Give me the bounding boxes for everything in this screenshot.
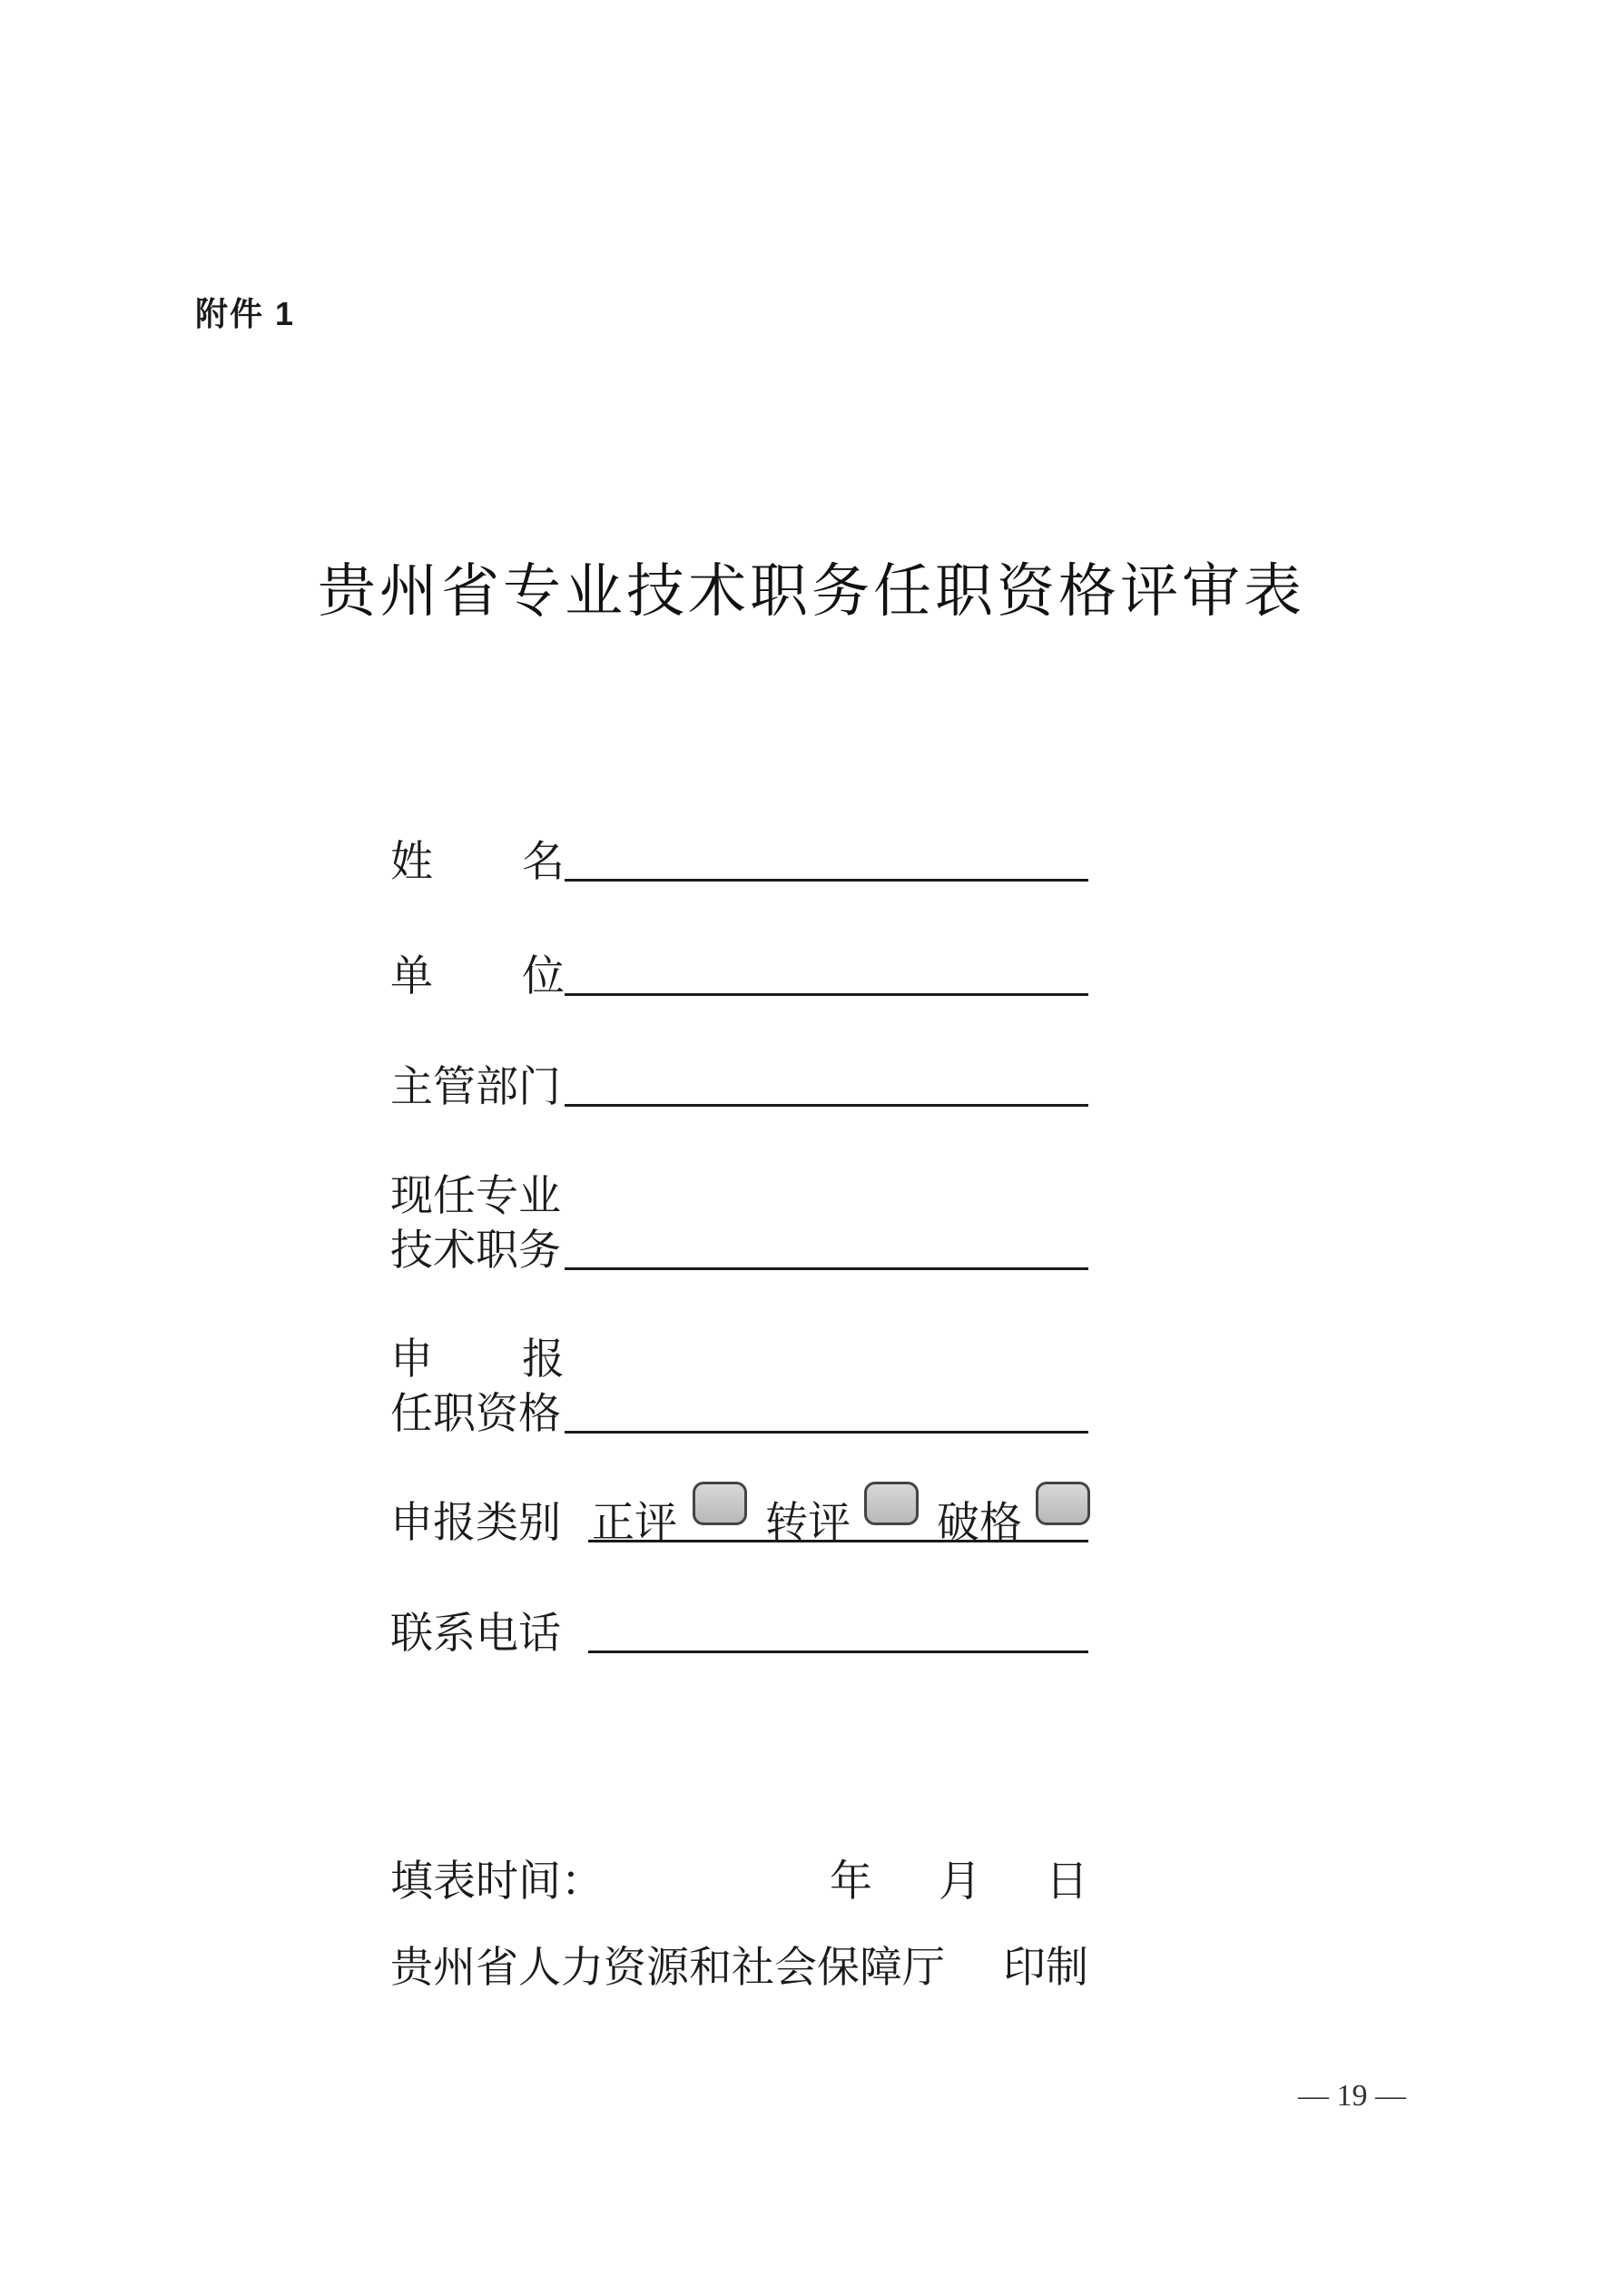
category-checkbox-zhuanping[interactable]	[864, 1482, 919, 1525]
name-label: 姓 名	[390, 837, 565, 887]
phone-label: 联系电话	[390, 1609, 561, 1659]
name-input-line[interactable]	[565, 879, 1088, 882]
issuer-action: 印制	[1003, 1943, 1088, 1993]
category-checkbox-poge[interactable]	[1036, 1482, 1090, 1525]
apply-qualification-input-line[interactable]	[565, 1431, 1088, 1434]
fill-date-day: 日	[1046, 1857, 1088, 1907]
category-underline	[588, 1540, 1088, 1542]
category-label: 申报类别	[390, 1498, 561, 1548]
attachment-label: 附件 1	[195, 295, 296, 332]
department-label: 主管部门	[390, 1062, 561, 1112]
apply-qualification-label-line2: 任职资格	[390, 1389, 561, 1439]
unit-input-line[interactable]	[565, 993, 1088, 996]
category-option-zhengping: 正评	[592, 1498, 677, 1548]
category-option-zhuanping: 转评	[765, 1498, 851, 1548]
department-input-line[interactable]	[565, 1104, 1088, 1107]
apply-qualification-label-line1: 申 报	[390, 1335, 565, 1384]
category-option-poge: 破格	[937, 1498, 1022, 1548]
category-checkbox-zhengping[interactable]	[693, 1482, 747, 1525]
current-title-label-line2: 技术职务	[390, 1226, 561, 1276]
fill-date-year: 年	[830, 1857, 872, 1907]
page-number: — 19 —	[1298, 2079, 1406, 2113]
phone-input-line[interactable]	[588, 1651, 1088, 1653]
fill-date-month: 月	[939, 1857, 981, 1907]
unit-label: 单 位	[390, 951, 565, 1001]
issuer-org: 贵州省人力资源和社会保障厅	[390, 1943, 945, 1993]
current-title-input-line[interactable]	[565, 1267, 1088, 1270]
document-title: 贵州省专业技术职务任职资格评审表	[318, 558, 1305, 626]
fill-date-label: 填表时间：	[390, 1857, 604, 1907]
current-title-label-line1: 现任专业	[390, 1171, 561, 1221]
